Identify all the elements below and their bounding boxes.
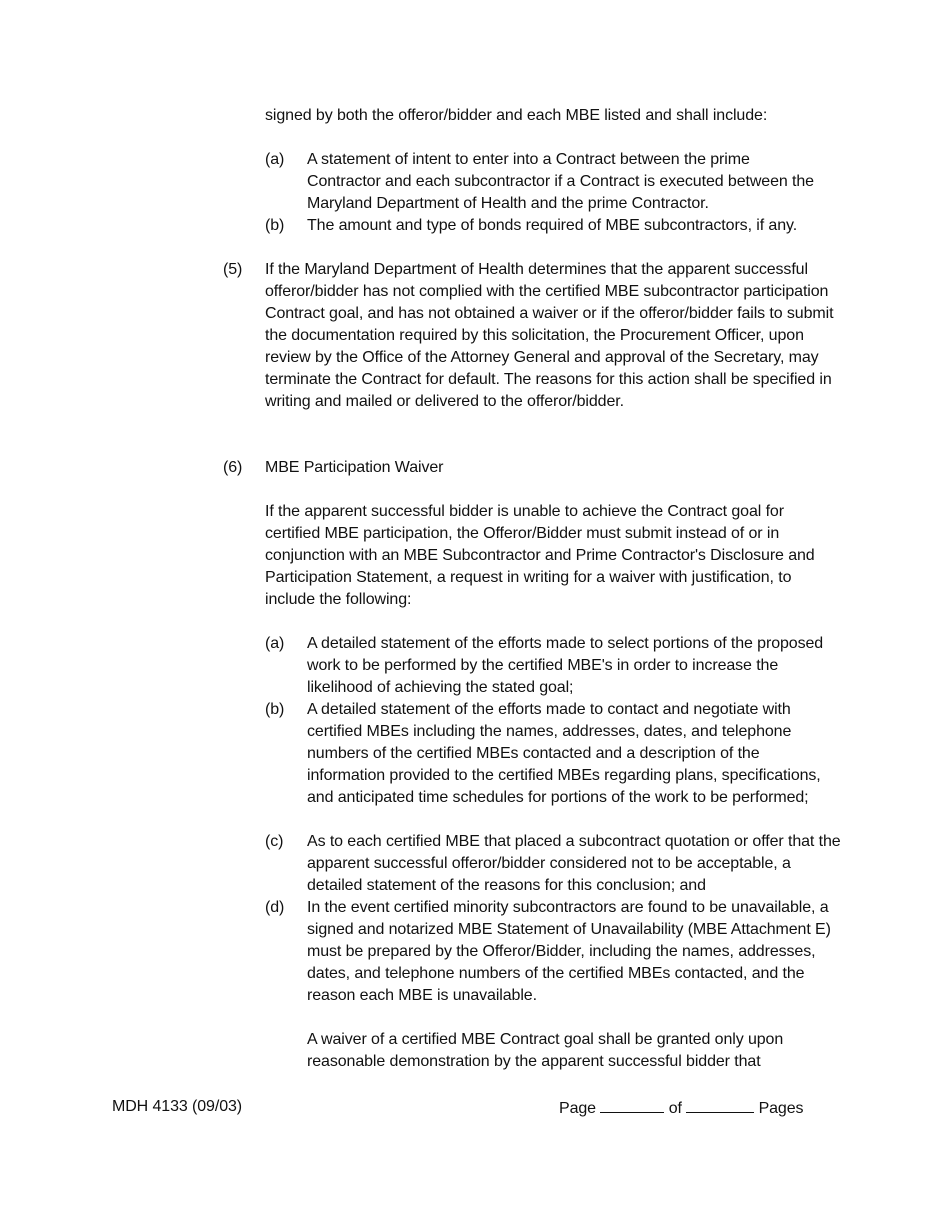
waiver-item-d-label: (d) bbox=[265, 899, 285, 916]
waiver-item-c-label: (c) bbox=[265, 833, 284, 850]
page-label: Page bbox=[559, 1100, 596, 1117]
total-pages-blank bbox=[686, 1096, 754, 1113]
of-label: of bbox=[668, 1100, 682, 1117]
waiver-closing-text: A waiver of a certified MBE Contract goal shall be granted only upon reasonable demonstration by the apparent successful bidder that bbox=[307, 1031, 784, 1070]
page-number-blank bbox=[600, 1096, 664, 1113]
intro-text: signed by both the offeror/bidder and each MBE listed and shall include: bbox=[265, 107, 768, 124]
item-5-label: (5) bbox=[223, 261, 243, 278]
waiver-item-b-label: (b) bbox=[265, 701, 285, 718]
waiver-item-d-text: In the event certified minority subcontractors are found to be unavailable, a signed and notarized MBE Statement of Unavailability (MBE Attachment E) must be prepared by the Offeror/Bidder, including the names, addresses, dates, and telephone numbers of the certified MBEs contacted, and the reason each MBE is unavailable. bbox=[307, 899, 831, 1004]
form-id: MDH 4133 (09/03) bbox=[112, 1098, 243, 1115]
item-6-heading: MBE Participation Waiver bbox=[265, 459, 444, 476]
item-b-text: The amount and type of bonds required of MBE subcontractors, if any. bbox=[307, 217, 798, 234]
item-a-label: (a) bbox=[265, 151, 285, 168]
page-number-footer bbox=[559, 1096, 803, 1120]
item-5-text: If the Maryland Department of Health determines that the apparent successful offeror/bidder has not complied with the certified MBE subcontractor participation Contract goal, and has not obtained a waiver or if the offeror/bidder fails to submit the documentation required by this solicitation, the Procurement Officer, upon review by the Office of the Attorney General and approval of the Secretary, may terminate the Contract for default. The reasons for this action shall be specified in writing and mailed or delivered to the offeror/bidder. bbox=[265, 261, 834, 410]
waiver-item-a-label: (a) bbox=[265, 635, 285, 652]
pages-label: Pages bbox=[758, 1100, 804, 1117]
item-b-label: (b) bbox=[265, 217, 285, 234]
item-a-text: A statement of intent to enter into a Contract between the prime Contractor and each subcontractor if a Contract is executed between the Maryland Department of Health and the prime Contractor. bbox=[307, 151, 814, 212]
waiver-item-b-text: A detailed statement of the efforts made to contact and negotiate with certified MBEs including the names, addresses, dates, and telephone numbers of the certified MBEs contacted and a description of the information provided to the certified MBEs regarding plans, specifications, and anticipated time schedules for portions of the work to be performed; bbox=[307, 701, 821, 806]
waiver-item-c-text: As to each certified MBE that placed a subcontract quotation or offer that the apparent successful offeror/bidder considered not to be acceptable, a detailed statement of the reasons for this conclusion; and bbox=[307, 833, 841, 894]
waiver-item-a-text: A detailed statement of the efforts made to select portions of the proposed work to be performed by the certified MBE's in order to increase the likelihood of achieving the stated goal; bbox=[307, 635, 824, 696]
item-6-label: (6) bbox=[223, 459, 243, 476]
item-6-text: If the apparent successful bidder is unable to achieve the Contract goal for certified MBE participation, the Offeror/Bidder must submit instead of or in conjunction with an MBE Subcontractor and Prime Contractor's Disclosure and Participation Statement, a request in writing for a waiver with justification, to include the following: bbox=[265, 503, 815, 608]
